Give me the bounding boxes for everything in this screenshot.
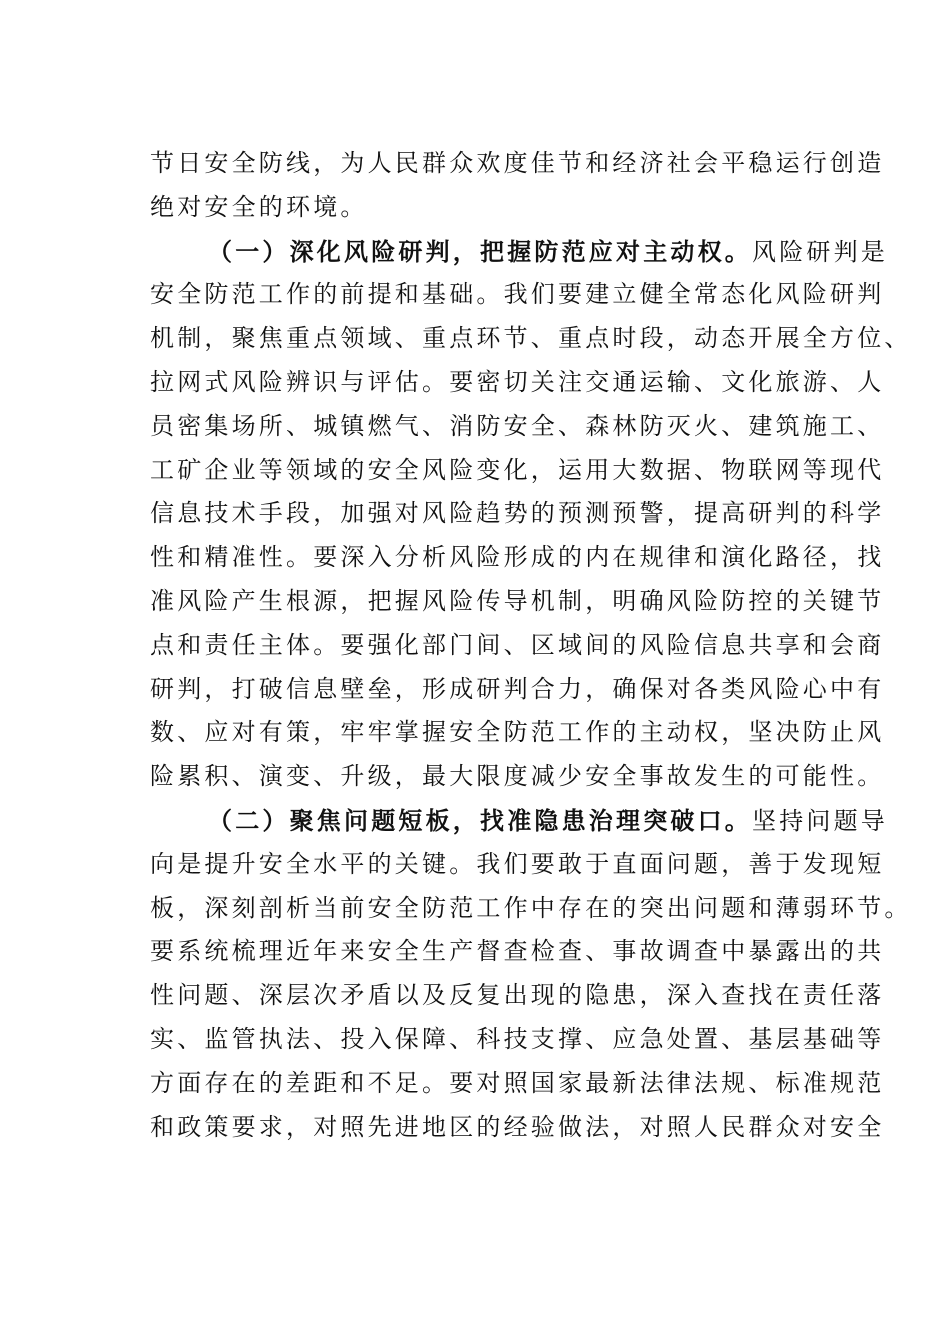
text-fragment: 坚持问题导 [752, 806, 888, 835]
text-line: 性问题、深层次矛盾以及反复出现的隐患，深入查找在责任落 [150, 981, 885, 1010]
text-line: 数、应对有策，牢牢掌握安全防范工作的主动权，坚决防止风 [150, 718, 885, 747]
text-line: 工矿企业等领域的安全风险变化，运用大数据、物联网等现代 [150, 455, 885, 484]
text-line: 向是提升安全水平的关键。我们要敢于直面问题，善于发现短 [150, 849, 885, 878]
text-line: 板，深刻剖析当前安全防范工作中存在的突出问题和薄弱环节。 [150, 893, 912, 922]
text-line: 要系统梳理近年来安全生产督查检查、事故调查中暴露出的共 [150, 937, 885, 966]
text-line: 方面存在的差距和不足。要对照国家最新法律法规、标准规范 [150, 1068, 885, 1097]
text-line: 员密集场所、城镇燃气、消防安全、森林防灭火、建筑施工、 [150, 411, 885, 440]
section-heading: （一）深化风险研判，把握防范应对主动权。 [208, 236, 752, 266]
text-line: 实、监管执法、投入保障、科技支撑、应急处置、基层基础等 [150, 1024, 885, 1053]
text-line: 安全防范工作的前提和基础。我们要建立健全常态化风险研判 [150, 280, 885, 309]
text-line: 节日安全防线，为人民群众欢度佳节和经济社会平稳运行创造 [150, 149, 885, 177]
text-line: 和政策要求，对照先进地区的经验做法，对照人民群众对安全 [150, 1112, 885, 1141]
text-line: 性和精准性。要深入分析风险形成的内在规律和演化路径，找 [150, 543, 885, 572]
text-line: 准风险产生根源，把握风险传导机制，明确风险防控的关键节 [150, 586, 885, 615]
text-line: 机制，聚焦重点领域、重点环节、重点时段，动态开展全方位、 [150, 324, 912, 353]
text-line: 点和责任主体。要强化部门间、区域间的风险信息共享和会商 [150, 630, 885, 659]
paragraph-first-line [150, 799, 888, 843]
text-line: 研判，打破信息壁垒，形成研判合力，确保对各类风险心中有 [150, 674, 885, 703]
document-body [150, 142, 912, 1149]
section-heading: （二）聚焦问题短板，找准隐患治理突破口。 [208, 805, 752, 835]
text-line: 绝对安全的环境。 [150, 192, 368, 221]
text-line: 信息技术手段，加强对风险趋势的预测预警，提高研判的科学 [150, 499, 885, 528]
text-line: 拉网式风险辨识与评估。要密切关注交通运输、文化旅游、人 [150, 367, 885, 396]
text-line: 险累积、演变、升级，最大限度减少安全事故发生的可能性。 [150, 762, 885, 791]
paragraph-first-line [150, 230, 888, 274]
text-fragment: 风险研判是 [752, 237, 888, 266]
